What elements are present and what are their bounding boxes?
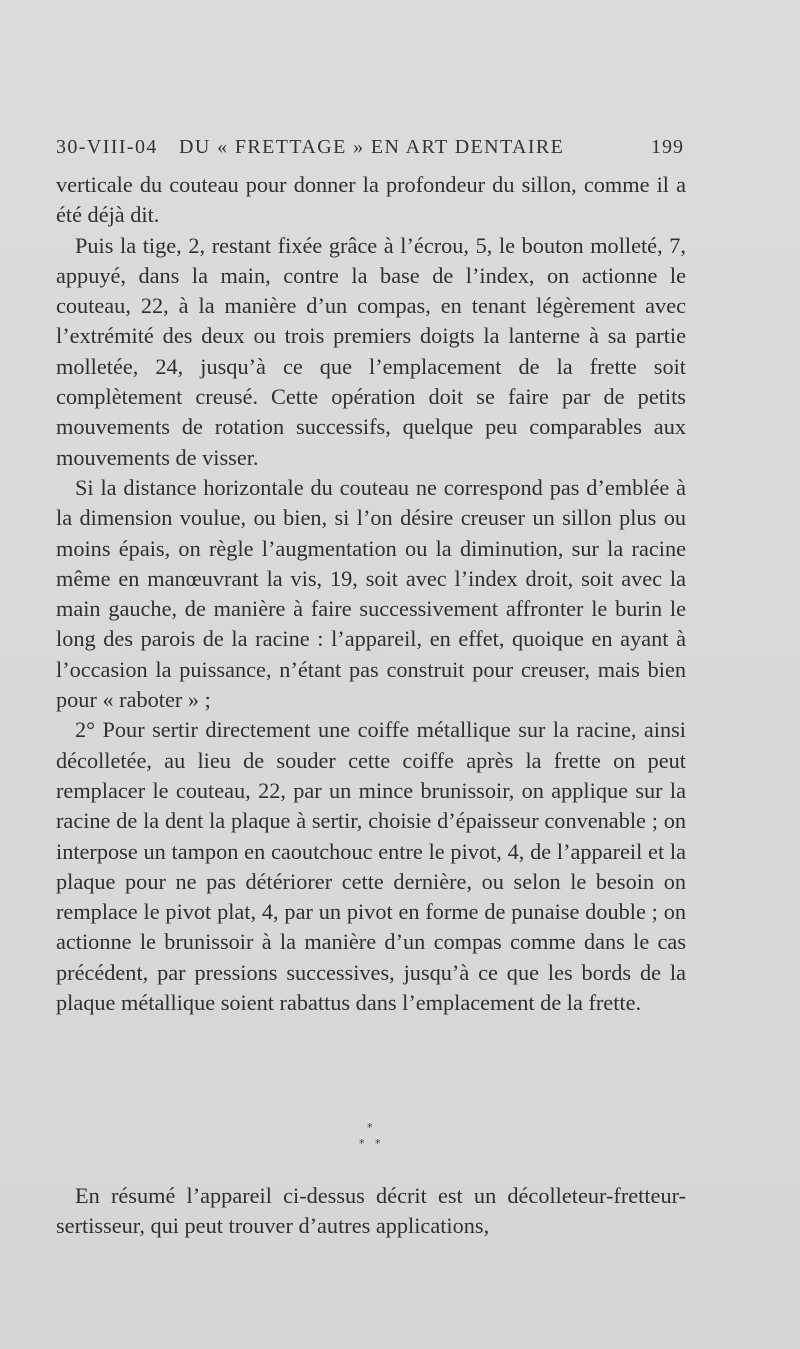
paragraph-continuation: verticale du couteau pour donner la profondeur du sillon, comme il a été déjà dit.	[56, 172, 686, 228]
body-text	[56, 170, 686, 1018]
running-head-title: DU « FRETTAGE » EN ART DENTAIRE	[179, 136, 565, 158]
separator-star: *	[359, 1137, 365, 1150]
section-separator	[355, 1120, 395, 1160]
separator-star: *	[367, 1121, 373, 1134]
separator-star: *	[375, 1137, 381, 1150]
paragraph: Si la distance horizontale du couteau ne correspond pas d’emblée à la dimension voulue, ou bien, si l’on désire creuser un sillon plus ou moins épais, on règle l’augmentation ou la diminution, sur la racine même en manœuvrant la vis, 19, soit avec l’index droit, soit avec la main gauche, de manière à faire successivement affronter le burin le long des parois de la racine : l’appareil, en effet, quoique en ayant à l’occasion la puissance, n’étant pas construit pour creuser, mais bien pour « raboter » ;	[56, 474, 686, 713]
page-number: 199	[651, 136, 684, 158]
closing-paragraph: En résumé l’appareil ci-dessus décrit est un décolleteur-fretteur-sertisseur, qui peut trouver d’autres applications,	[56, 1183, 686, 1239]
paragraph: 2° Pour sertir directement une coiffe métallique sur la racine, ainsi décolletée, au lieu de souder cette coiffe après la frette on peut remplacer le couteau, 22, par un mince brunissoir, on applique sur la racine de la dent la plaque à sertir, choisie d’épaisseur convenable ; on interpose un tampon en caoutchouc entre le pivot, 4, de l’appareil et la plaque pour ne pas détériorer cette dernière, ou selon le besoin on remplace le pivot plat, 4, par un pivot en forme de punaise double ; on actionne le brunissoir à la manière d’un compas comme dans le cas précédent, par pressions successives, jusqu’à ce que les bords de la plaque métallique soient rabattus dans l’emplacement de la frette.	[56, 717, 686, 1016]
paragraph: Puis la tige, 2, restant fixée grâce à l’écrou, 5, le bouton molleté, 7, appuyé, dans la main, contre la base de l’index, on actionne le couteau, 22, à la manière d’un compas, en tenant légèrement avec l’extrémité des deux ou trois premiers doigts la lanterne à sa partie molletée, 24, jusqu’à ce que l’emplacement de la frette soit complètement creusé. Cette opération doit se faire par de petits mouvements de rotation successifs, quelque peu comparables aux mouvements de visser.	[56, 232, 686, 470]
running-head-date: 30-VIII-04	[56, 136, 158, 158]
closing-text	[56, 1181, 686, 1242]
running-head	[56, 136, 684, 166]
